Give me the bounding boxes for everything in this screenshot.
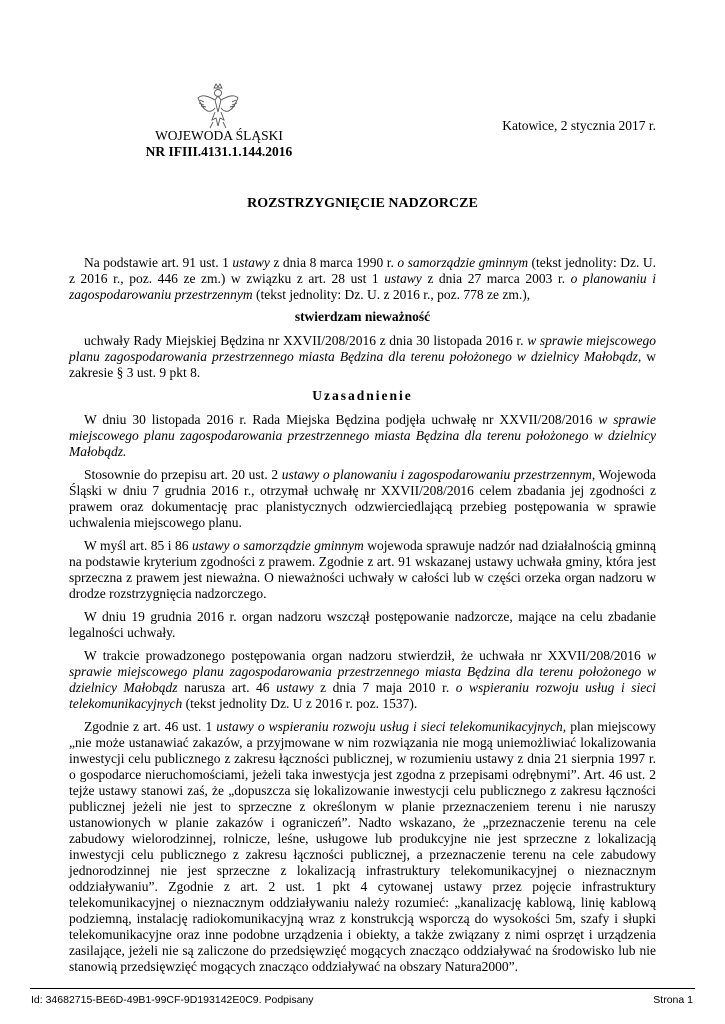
text-run: W myśl art. 85 i 86 (84, 538, 193, 553)
text-run: z dnia 27 marca 2003 r. (421, 271, 571, 286)
text-run: (tekst jednolity Dz. U z 2016 r. poz. 1537). (182, 696, 418, 711)
text-run-italic: o samorządzie gminnym (397, 255, 529, 270)
justification-paragraph-2 (69, 467, 656, 531)
document-title: ROZSTRZYGNIĘCIE NADZORCZE (247, 196, 478, 211)
document-body (69, 255, 656, 982)
polish-eagle-emblem-icon (196, 82, 240, 132)
text-run: plan miejscowy „nie może ustanawiać zakazów, a przyjmowane w nim rozwiązania nie mogą uniemożliwiać lokalizowania inwestycji celu publicznego z zakresu łączności publicznej, w rozumieniu ustawy z dnia 21 sierpnia 1997 r. o gospodarce nieruchomościami, jeżeli taka inwestycja jest zgodna z przepisami odrębnymi”. Art. 46 ust. 2 tejże ustawy stanowi zaś, że „dopuszcza się lokalizowanie inwestycji celu publicznego z zakresu łączności publicznej jeżeli nie jest to sprzeczne z określonym w planie przeznaczeniem terenu i nie naruszy ustanowionych w planie zakazów i ograniczeń”. Nadto wskazano, że „przeznaczenie terenu na cele zabudowy wielorodzinnej, rolnicze, leśne, usługowe lub produkcyjne nie jest sprzeczne z lokalizacją inwestycji celu publicznego z zakresu łączności publicznej, a przeznaczenie terenu na cele zabudowy jednorodzinnej nie jest sprzeczne z lokalizacją infrastruktury telekomunikacyjnej o nieznacznym oddziaływaniu”. Zgodnie z art. 2 ust. 1 pkt 4 cytowanej ustawy przez pojęcie infrastruktury telekomunikacyjnej o nieznacznym oddziaływaniu należy rozumieć: „kanalizację kablową, linię kablową podziemną, instalację radiokomunikacyjną wraz z konstrukcją wsporczą do wysokości 5m, szafy i słupki telekomunikacyjne oraz inne podobne urządzenia i obiekty, a także związany z nimi osprzęt i urządzenia zasilające, jeżeli nie są zaliczone do przedsięwzięć mogących znacząco oddziaływać na środowisko lub nie stanowią przedsięwzięć mogących znacząco oddziaływać na obszary Natura2000”. (69, 719, 656, 974)
justification-paragraph-5 (69, 648, 656, 712)
resolution-paragraph (69, 333, 656, 381)
text-run-italic: ustawy (232, 255, 270, 270)
justification-heading: Uzasadnienie (312, 388, 413, 403)
footer-divider (30, 988, 695, 989)
declaration-heading: stwierdzam nieważność (294, 309, 431, 324)
justification-paragraph-1 (69, 412, 656, 460)
document-id: Id: 34682715-BE6D-49B1-99CF-9D193142E0C9. Podpisany (31, 994, 314, 1006)
text-run-italic: ustawy o wspieraniu rozwoju usług i sieci telekomunikacyjnych, (216, 719, 567, 734)
legal-basis-paragraph (69, 255, 656, 303)
text-run: W dniu 30 listopada 2016 r. Rada Miejska Będzina podjęła uchwałę nr XXVII/208/2016 (84, 412, 599, 427)
text-run: uchwały Rady Miejskiej Będzina nr XXVII/208/2016 z dnia 30 listopada 2016 r. (84, 333, 528, 348)
document-number: NR IFIII.4131.1.144.2016 (145, 144, 293, 159)
place-date: Katowice, 2 stycznia 2017 r. (502, 118, 656, 133)
text-run: Na podstawie art. 91 ust. 1 (84, 255, 233, 270)
text-run-italic: w sprawie miejscowego planu zagospodarowania przestrzennego miasta Będzina dla terenu położonego w dzielnicy Małobądz. (69, 412, 656, 459)
text-run: Stosownie do przepisu art. 20 ust. 2 (84, 467, 282, 482)
page-number: Strona 1 (653, 994, 693, 1006)
text-run: narusza art. 46 (177, 680, 277, 695)
issuer-block (110, 128, 328, 160)
text-run: W trakcie prowadzonego postępowania organ nadzoru stwierdził, że uchwała nr XXVII/208/2016 (84, 648, 647, 663)
text-run-italic: ustawy (384, 271, 422, 286)
justification-paragraph-6 (69, 719, 656, 975)
justification-paragraph-3 (69, 538, 656, 602)
text-run-italic: ustawy o planowaniu i zagospodarowaniu przestrzennym (281, 467, 592, 482)
text-run-italic: ustawy (276, 680, 314, 695)
text-run: Zgodnie z art. 46 ust. 1 (84, 719, 217, 734)
text-run: (tekst jednolity: Dz. U. z 2016 r., poz. 446 ze zm.) w związku z art. 28 ust 1 (69, 255, 656, 286)
text-run: wojewoda sprawuje nadzór nad działalnością gminną na podstawie kryterium zgodności z prawem. Zgodnie z art. 91 wskazanej ustawy uchwała gminy, która jest sprzeczna z prawem jest nieważna. O nieważności uchwały w całości lub w części orzeka organ nadzoru w drodze rozstrzygnięcia nadzorczego. (69, 538, 657, 601)
text-run: (tekst jednolity: Dz. U. z 2016 r., poz. 778 ze zm.), (252, 287, 531, 302)
text-run-italic: w sprawie miejscowego planu zagospodarowania przestrzennego miasta Będzina dla terenu położonego w dzielnicy Małobądz, (69, 333, 656, 364)
text-run: , Wojewoda Śląski w dniu 7 grudnia 2016 r., otrzymał uchwałę nr XXVII/208/2016 celem zbadania jej zgodności z prawem oraz dokumentację prac planistycznych odzwierciedlającą przebieg postępowania w sprawie uchwalenia miejscowego planu. (69, 467, 656, 530)
justification-paragraph-4: W dniu 19 grudnia 2016 r. organ nadzoru wszczął postępowanie nadzorcze, mające na celu zbadanie legalności uchwały. (69, 609, 656, 640)
text-run: w zakresie § 3 ust. 9 pkt 8. (69, 349, 656, 380)
text-run-italic: o planowaniu i zagospodarowaniu przestrzennym (69, 271, 657, 302)
issuer-name: WOJEWODA ŚLĄSKI (155, 128, 283, 143)
text-run: z dnia 7 maja 2010 r. (313, 680, 456, 695)
text-run-italic: w sprawie miejscowego planu zagospodarowania przestrzennego miasta Będzina dla terenu położonego w dzielnicy Małobądz (69, 648, 656, 695)
text-run-italic: o wspieraniu rozwoju usług i sieci telekomunikacyjnych (69, 680, 656, 711)
text-run-italic: ustawy o samorządzie gminnym (192, 538, 364, 553)
text-run: z dnia 8 marca 1990 r. (269, 255, 398, 270)
